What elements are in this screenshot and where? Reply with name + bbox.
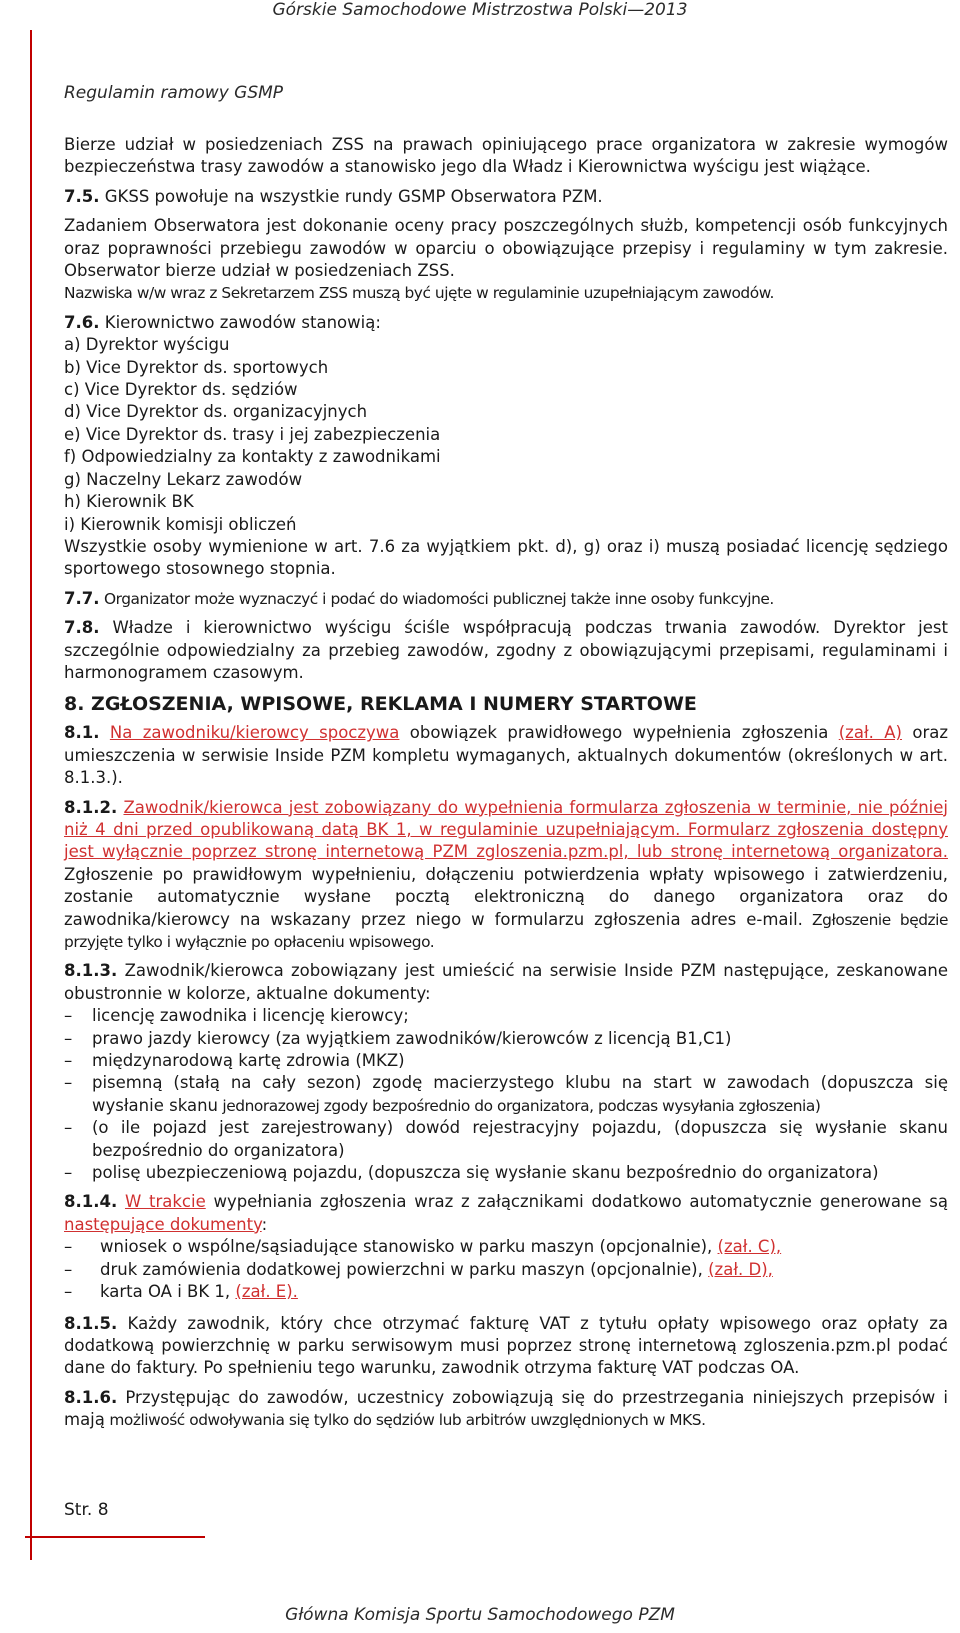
- section-7-6-note: Wszystkie osoby wymienione w art. 7.6 za wyjątkiem pkt. d), g) oraz i) muszą posiadać licencję sędziego sportowego stosownego stopnia.: [64, 536, 948, 579]
- list-item: – karta OA i BK 1, (zał. E).: [64, 1282, 298, 1302]
- section-number: 8.1.2.: [64, 797, 118, 817]
- paragraph-observer-role: Bierze udział w posiedzeniach ZSS na prawach opiniującego prace organizatora w zakresie wymogów bezpieczeństwa trasy zawodów a stanowisko jego dla Władz i Kierownictwa wyścigu jest wiążące.: [64, 135, 948, 177]
- list-item: h) Kierownik BK: [64, 492, 194, 512]
- list-item: – międzynarodową kartę zdrowia (MKZ): [64, 1051, 405, 1071]
- list-item: i) Kierownik komisji obliczeń: [64, 514, 297, 534]
- section-number: 8.1.4.: [64, 1192, 118, 1212]
- page-header: Górskie Samochodowe Mistrzostwa Polski—2013: [272, 0, 688, 20]
- section-8-1: 8.1. Na zawodniku/kierowcy spoczywa obowiązek prawidłowego wypełnienia zgłoszenia (zał. A) oraz umieszczenia w serwisie Inside PZM kompletu wymaganych, aktualnych dokumentów (określonych w art. 8.1.3.).: [64, 723, 948, 788]
- document-body: [64, 134, 948, 1432]
- list-item: b) Vice Dyrektor ds. sportowych: [64, 357, 329, 377]
- section-number: 8.1.: [64, 723, 100, 743]
- list-item: – druk zamówienia dodatkowej powierzchni w parku maszyn (opcjonalnie), (zał. D),: [64, 1259, 773, 1279]
- footer-line: [25, 1536, 205, 1538]
- section-8-1-3: 8.1.3. Zawodnik/kierowca zobowiązany jest umieścić na serwisie Inside PZM następujące, zeskanowane obustronnie w kolorze, aktualne dokumenty:: [64, 961, 948, 1003]
- list-item: e) Vice Dyrektor ds. trasy i jej zabezpieczenia: [64, 424, 441, 444]
- section-7-5-note: Nazwiska w/w wraz z Sekretarzem ZSS muszą być ujęte w regulaminie uzupełniającym zawodów.: [64, 284, 774, 303]
- section-7-5-paragraph: Zadaniem Obserwatora jest dokonanie oceny pracy poszczególnych służb, kompetencji osób funkcyjnych oraz poprawności przebiegu zawodów w oparciu o obowiązujące przepisy i regulaminy w tym zakresie. Obserwator bierze udział w posiedzeniach ZSS.: [64, 216, 948, 281]
- section-number: 7.8.: [64, 618, 100, 638]
- section-number: 7.6.: [64, 312, 100, 332]
- list-item: – (o ile pojazd jest zarejestrowany) dowód rejestracyjny pojazdu, (dopuszcza się wysłanie skanu bezpośrednio do organizatora): [64, 1118, 948, 1160]
- list-item: d) Vice Dyrektor ds. organizacyjnych: [64, 402, 368, 422]
- section-7-8: 7.8. Władze i kierownictwo wyścigu ściśle współpracują podczas trwania zawodów. Dyrektor jest szczególnie odpowiedzialny za przebieg zawodów, zgodny z obowiązującymi przepisami, regulaminami i harmonogramem czasowym.: [64, 618, 948, 682]
- management-list: [64, 334, 948, 536]
- list-item: f) Odpowiedzialny za kontakty z zawodnikami: [64, 447, 441, 467]
- list-item: c) Vice Dyrektor ds. sędziów: [64, 380, 298, 400]
- section-8-1-2: 8.1.2. Zawodnik/kierowca jest zobowiązany do wypełnienia formularza zgłoszenia w terminie, nie później niż 4 dni przed opublikowaną datą BK 1, w regulaminie uzupełniającym. Formularz zgłoszenia dostępny jest wyłącznie poprzez stronę internetową PZM zgloszenia.pzm.pl, lub stronę internetową organizatora. Zgłoszenie po prawidłowym wypełnieniu, dołączeniu potwierdzenia wpłaty wpisowego i zatwierdzeniu, zostanie automatycznie wysłane pocztą elektroniczną do danego organizatora oraz do zawodnika/kierowcy na wskazany przez niego w formularzu zgłoszenia adres e-mail. Zgłoszenie będzie przyjęte tylko i wyłącznie po opłaceniu wpisowego.: [64, 797, 949, 951]
- list-item: – pisemną (stałą na cały sezon) zgodę macierzystego klubu na start w zawodach (dopuszcza się wysłanie skanu jednorazowej zgody bezpośrednio do organizatora, podczas wysyłania zgłoszenia): [64, 1073, 948, 1115]
- generated-documents-list: [64, 1236, 948, 1303]
- section-number: 7.5.: [64, 186, 100, 206]
- section-number: 7.7.: [64, 588, 100, 608]
- section-7-7: 7.7. Organizator może wyznaczyć i podać do wiadomości publicznej także inne osoby funkcyjne.: [64, 588, 774, 608]
- section-8-1-4: 8.1.4. W trakcie wypełniania zgłoszenia wraz z załącznikami dodatkowo automatycznie generowane są następujące dokumenty:: [64, 1192, 948, 1234]
- margin-line: [30, 30, 32, 1560]
- list-item: – wniosek o wspólne/sąsiadujące stanowisko w parku maszyn (opcjonalnie), (zał. C),: [64, 1237, 782, 1257]
- section-7-6: 7.6. Kierownictwo zawodów stanowią:: [64, 312, 381, 332]
- list-item: – licencję zawodnika i licencję kierowcy;: [64, 1006, 409, 1026]
- list-item: – prawo jazdy kierowcy (za wyjątkiem zawodników/kierowców z licencją B1,C1): [64, 1028, 732, 1048]
- document-subtitle: Regulamin ramowy GSMP: [64, 83, 284, 103]
- page-number: Str. 8: [64, 1500, 109, 1520]
- section-8-1-6: 8.1.6. Przystępując do zawodów, uczestnicy zobowiązują się do przestrzegania niniejszych przepisów i mają możliwość odwoływania się tylko do sędziów lub arbitrów uwzględnionych w MKS.: [64, 1387, 948, 1430]
- page-footer: Główna Komisja Sportu Samochodowego PZM: [285, 1605, 675, 1625]
- documents-list: [64, 1005, 948, 1184]
- list-item: g) Naczelny Lekarz zawodów: [64, 469, 303, 489]
- list-item: – polisę ubezpieczeniową pojazdu, (dopuszcza się wysłanie skanu bezpośrednio do organizatora): [64, 1163, 879, 1183]
- section-7-5: 7.5. GKSS powołuje na wszystkie rundy GSMP Obserwatora PZM.: [64, 186, 603, 206]
- section-number: 8.1.5.: [64, 1313, 118, 1333]
- section-number: 8.1.6.: [64, 1387, 118, 1407]
- section-number: 8.1.3.: [64, 961, 118, 981]
- list-item: a) Dyrektor wyścigu: [64, 335, 230, 355]
- section-heading-8: 8. ZGŁOSZENIA, WPISOWE, REKLAMA I NUMERY STARTOWE: [64, 693, 697, 716]
- section-8-1-5: 8.1.5. Każdy zawodnik, który chce otrzymać fakturę VAT z tytułu opłaty wpisowego oraz opłaty za dodatkową powierzchnię w parku serwisowym musi poprzez stronę internetową zgloszenia.pzm.pl podać dane do faktury. Po spełnieniu tego warunku, zawodnik otrzyma fakturę VAT podczas OA.: [64, 1313, 948, 1378]
